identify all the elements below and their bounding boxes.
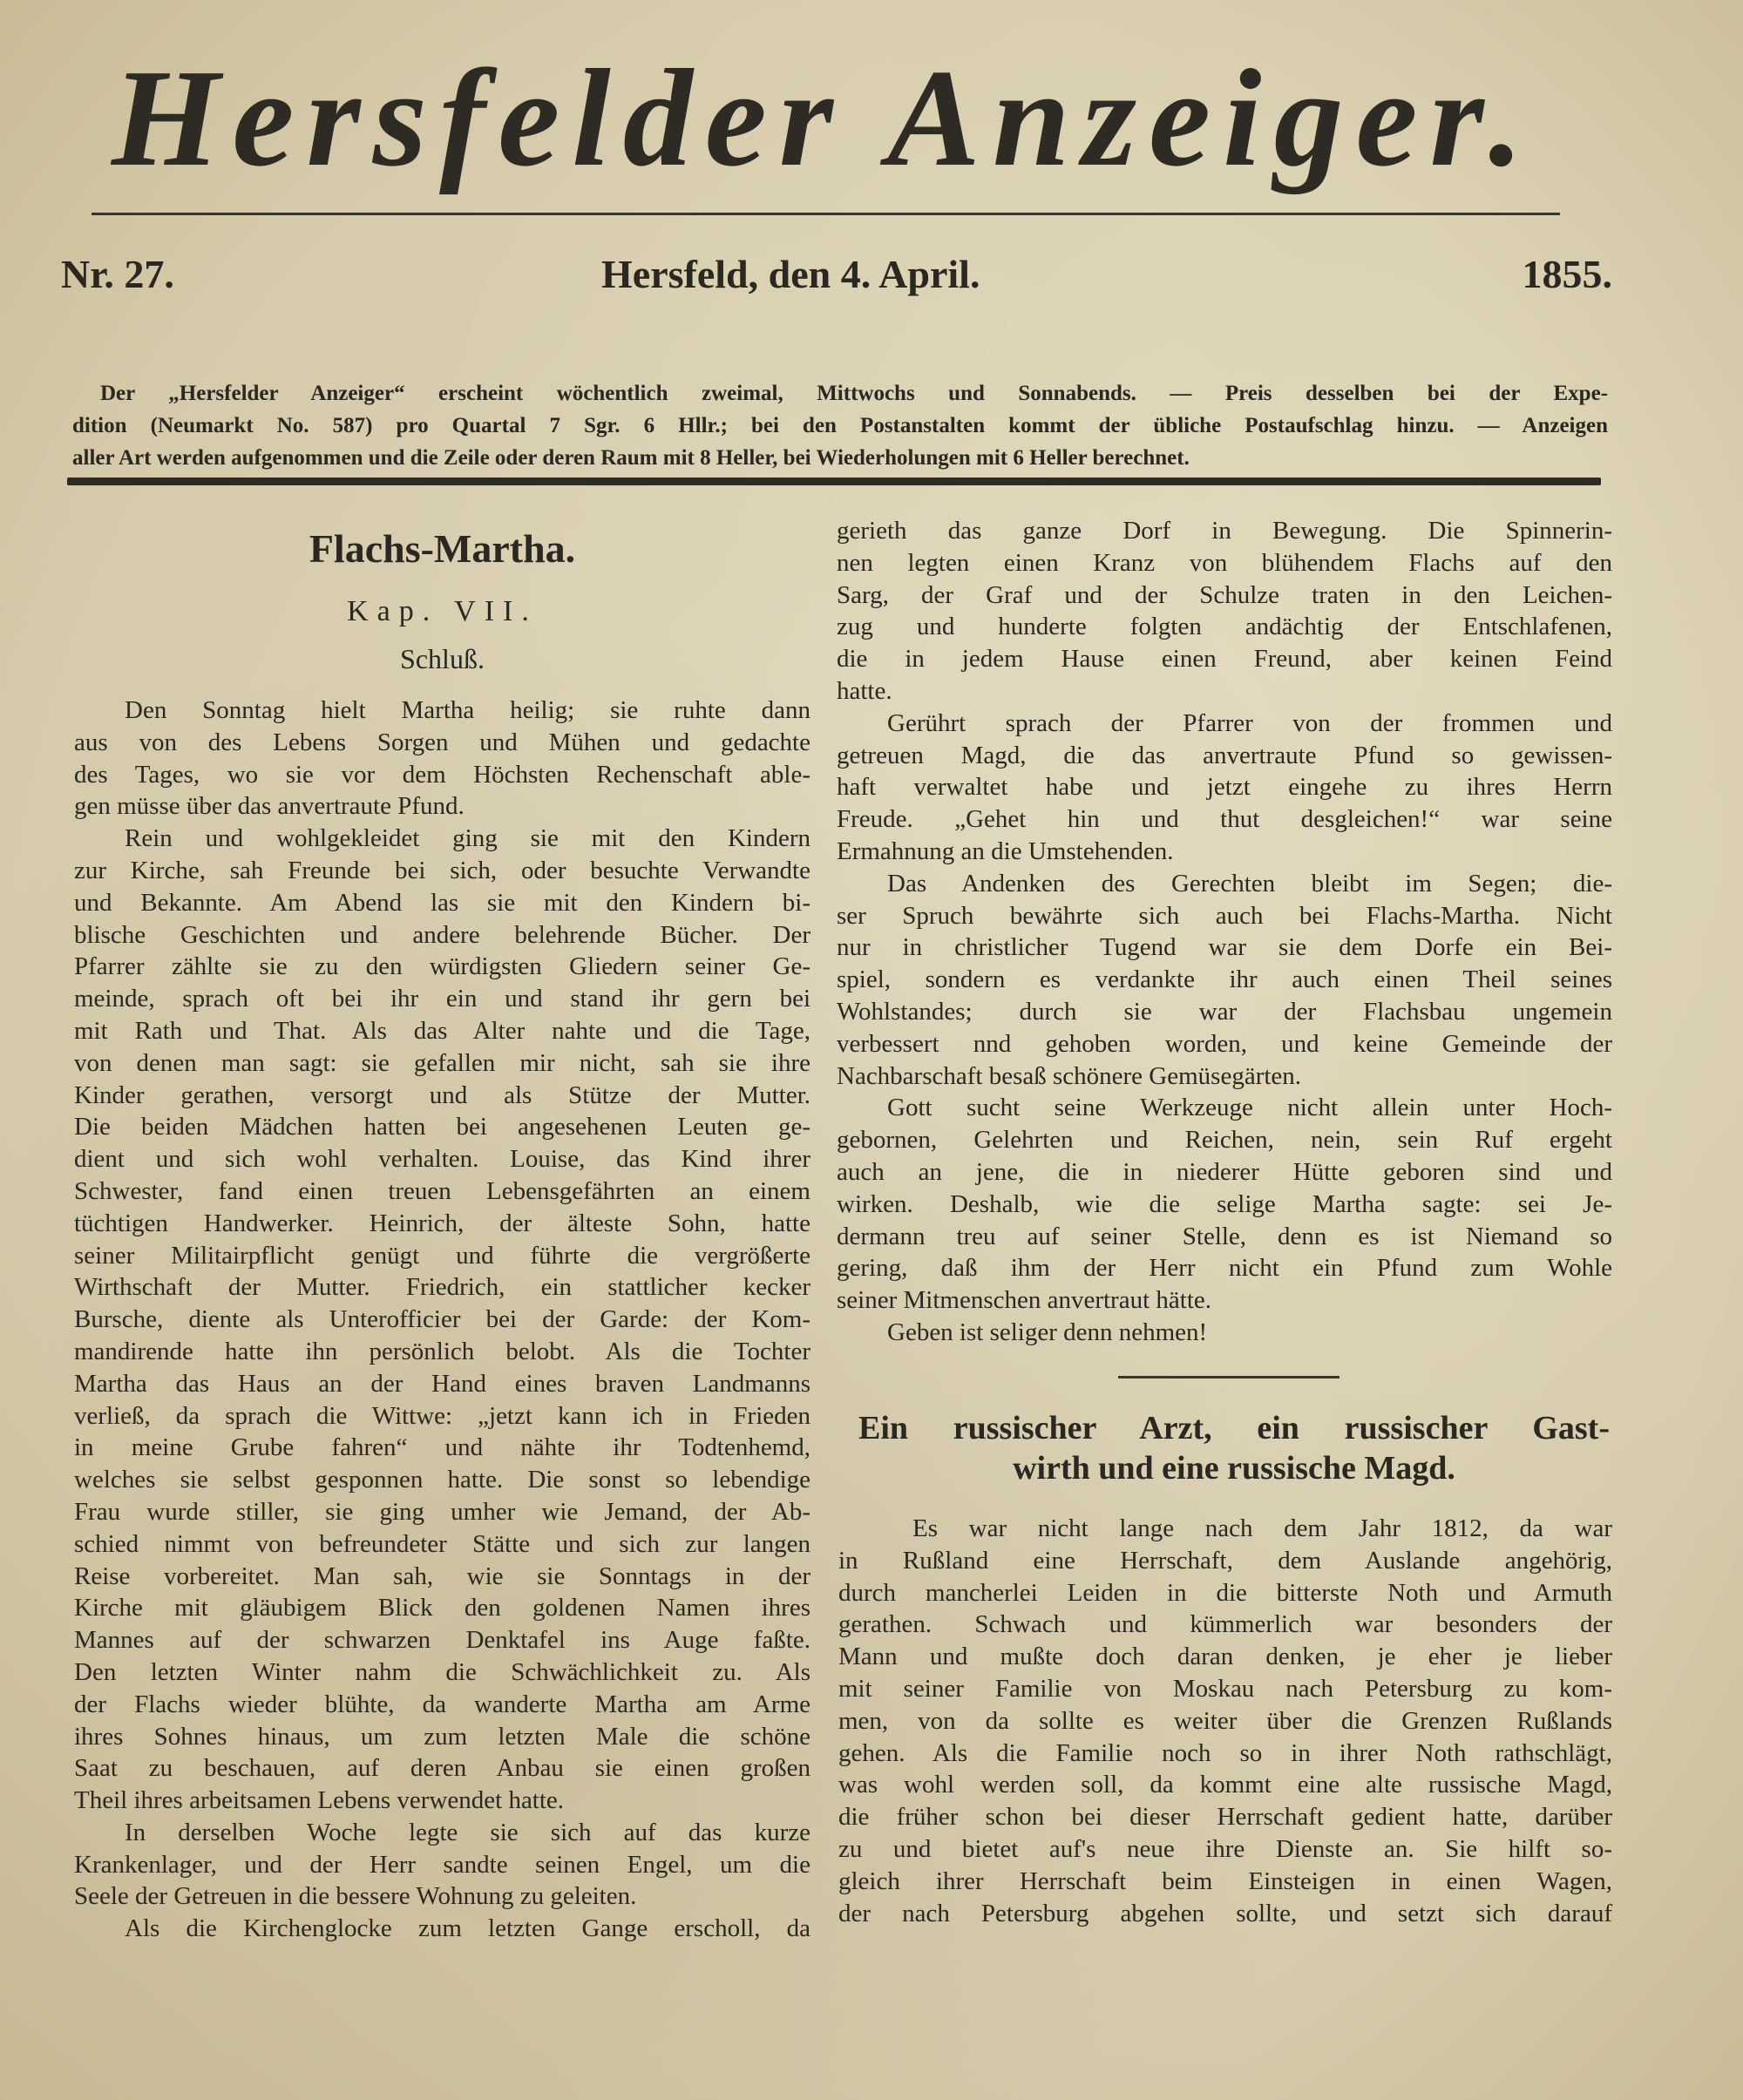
subscription-info	[72, 377, 1608, 474]
article2-title-line: Ein russischer Arzt, ein russischer Gast-	[858, 1410, 1610, 1446]
text-line: von denen man sagt: sie gefallen mir nicht, sah sie ihre	[74, 1048, 810, 1077]
text-line: verbessert nnd gehoben worden, und keine Gemeinde der	[837, 1029, 1612, 1058]
text-line: gleich ihrer Herrschaft beim Einsteigen in einen Wagen,	[838, 1866, 1612, 1895]
text-line: Gerührt sprach der Pfarrer von der frommen und	[887, 708, 1612, 737]
text-line: welches sie selbst gesponnen hatte. Die sonst so lebendige	[74, 1466, 810, 1494]
text-line: gebornen, Gelehrten und Reichen, nein, sein Ruf ergeht	[837, 1126, 1612, 1155]
text-line: seiner Militairpflicht genügt und führte die vergrößerte	[74, 1241, 810, 1270]
text-line: seiner Mitmenschen anvertraut hätte.	[837, 1286, 1212, 1315]
text-line: Seele der Getreuen in die bessere Wohnung zu geleiten.	[74, 1882, 637, 1911]
paragraph	[838, 1513, 1612, 1929]
text-line: Geben ist seliger denn nehmen!	[887, 1318, 1208, 1346]
text-line: Saat zu beschauen, auf deren Anbau sie einen großen	[74, 1754, 810, 1783]
text-line: zug und hunderte folgten andächtig der Entschlafenen,	[837, 613, 1612, 641]
issue-number: Nr. 27.	[61, 252, 174, 296]
article-title: Flachs-Martha.	[309, 526, 576, 571]
article2-title-line: wirth und eine russische Magd.	[1013, 1450, 1455, 1487]
text-line: Den Sonntag hielt Martha heilig; sie ruhte dann	[125, 696, 810, 724]
paragraph	[837, 515, 1612, 708]
article2-title	[858, 1408, 1610, 1488]
text-line: die früher schon bei dieser Herrschaft gedient hatte, darüber	[838, 1803, 1612, 1832]
text-line: meinde, sprach oft bei ihr ein und stand ihr gern bei	[74, 985, 810, 1013]
text-line: getreuen Magd, die das anvertraute Pfund so gewissen-	[837, 741, 1612, 769]
text-line: Pfarrer zählte sie zu den würdigsten Gliedern seiner Ge-	[74, 952, 810, 981]
text-line: Rein und wohlgekleidet ging sie mit den Kindern	[125, 824, 810, 853]
dateline	[61, 248, 1612, 301]
text-line: Wohlstandes; durch sie war der Flachsbau ungemein	[837, 997, 1612, 1026]
place-date: Hersfeld, den 4. April.	[601, 252, 980, 296]
text-line: gen müsse über das anvertraute Pfund.	[74, 792, 465, 821]
text-line: Nachbarschaft besaß schönere Gemüsegärten.	[837, 1061, 1302, 1090]
text-line: zu und bietet auf's neue ihre Dienste an. Sie hilft so-	[838, 1834, 1612, 1863]
paragraph	[74, 1913, 810, 1945]
text-line: verließ, da sprach die Wittwe: „jetzt kann ich in Frieden	[74, 1401, 810, 1430]
newspaper-masthead: Hersfelder Anzeiger.	[112, 40, 1536, 195]
issue-year: 1855.	[1522, 252, 1612, 296]
info-line: dition (Neumarkt No. 587) pro Quartal 7 Sgr. 6 Hllr.; bei den Postanstalten kommt der übliche Postaufschlag hinzu. — Anzeigen	[72, 414, 1608, 437]
text-line: Wirthschaft der Mutter. Friedrich, ein stattlicher kecker	[74, 1273, 810, 1302]
text-line: Ermahnung an die Umstehenden.	[837, 837, 1174, 865]
paragraph	[837, 1092, 1612, 1317]
paragraph	[74, 823, 810, 1817]
chapter-heading: Kap. VII.	[347, 595, 538, 627]
text-line: Bursche, diente als Unterofficier bei der Garde: der Kom-	[74, 1305, 810, 1334]
text-line: In derselben Woche legte sie sich auf das kurze	[125, 1818, 810, 1846]
text-line: durch mancherlei Leiden in die bitterste Noth und Armuth	[838, 1578, 1612, 1607]
info-line: aller Art werden aufgenommen und die Zeile oder deren Raum mit 8 Heller, bei Wiederholungen mit 6 Heller berechnet.	[72, 446, 1190, 470]
text-line: Schwester, fand einen treuen Lebensgefährten an einem	[74, 1176, 810, 1205]
text-line: dient und sich wohl verhalten. Louise, das Kind ihrer	[74, 1145, 810, 1174]
text-line: men, von da sollte es weiter über die Grenzen Rußlands	[838, 1706, 1612, 1735]
header-thick-rule	[67, 478, 1601, 485]
text-line: Den letzten Winter nahm die Schwächlichkeit zu. Als	[74, 1657, 810, 1686]
text-line: die in jedem Hause einen Freund, aber keinen Feind	[837, 645, 1612, 674]
text-line: Mann und mußte doch daran denken, je eher je lieber	[838, 1643, 1612, 1671]
text-line: der nach Petersburg abgehen sollte, und setzt sich darauf	[838, 1899, 1612, 1927]
text-line: ser Spruch bewährte sich auch bei Flachs-Martha. Nicht	[837, 901, 1612, 930]
text-line: Kinder gerathen, versorgt und als Stütze der Mutter.	[74, 1080, 810, 1109]
paragraph	[837, 708, 1612, 868]
text-line: Theil ihres arbeitsamen Lebens verwendet hatte.	[74, 1786, 565, 1815]
text-line: hatte.	[837, 676, 892, 705]
text-line: mit seiner Familie von Moskau nach Petersburg zu kom-	[838, 1674, 1612, 1703]
text-line: Freude. „Gehet hin und thut desgleichen!“ war seine	[837, 805, 1612, 834]
masthead-rule	[92, 213, 1560, 215]
text-line: Martha das Haus an der Hand eines braven Landmanns	[74, 1369, 810, 1398]
text-line: schied nimmt von befreundeter Stätte und sich zur langen	[74, 1529, 810, 1558]
text-line: Frau wurde stiller, sie ging umher wie Jemand, der Ab-	[74, 1497, 810, 1526]
paragraph	[837, 868, 1612, 1093]
text-line: nen legten einen Kranz von blühendem Flachs auf den	[837, 548, 1612, 577]
article-separator-rule	[1118, 1376, 1339, 1379]
article2-body	[838, 1513, 1612, 1929]
text-line: gehen. Als die Familie noch so in ihrer Noth rathschlägt,	[838, 1738, 1612, 1767]
text-line: dermann treu auf seiner Stelle, denn es ist Niemand so	[837, 1222, 1612, 1250]
article1-column-left	[74, 694, 810, 1945]
text-line: ihres Sohnes hinaus, um zum letzten Male die schöne	[74, 1722, 810, 1751]
text-line: Mannes auf der schwarzen Denktafel ins Auge faßte.	[74, 1626, 810, 1655]
article1-column-right	[837, 515, 1612, 1349]
text-line: gerathen. Schwach und kümmerlich war besonders der	[838, 1610, 1612, 1639]
text-line: und Bekannte. Am Abend las sie mit den Kindern bi-	[74, 888, 810, 917]
text-line: Kirche mit gläubigem Blick den goldenen Namen ihres	[74, 1594, 810, 1622]
text-line: gering, daß ihm der Herr nicht ein Pfund zum Wohle	[837, 1254, 1612, 1283]
text-line: in Rußland eine Herrschaft, dem Auslande angehörig,	[838, 1546, 1612, 1575]
text-line: blische Geschichten und andere belehrende Bücher. Der	[74, 920, 810, 949]
text-line: Krankenlager, und der Herr sandte seinen Engel, um die	[74, 1850, 810, 1879]
text-line: auch an jene, die in niederer Hütte geboren sind und	[837, 1157, 1612, 1186]
paragraph	[837, 1317, 1612, 1349]
text-line: haft verwaltet habe und jetzt eingehe zu ihres Herrn	[837, 773, 1612, 802]
text-line: Es war nicht lange nach dem Jahr 1812, da war	[912, 1514, 1612, 1542]
chapter-subtitle: Schluß.	[400, 643, 485, 674]
text-line: nur in christlicher Tugend war sie dem Dorfe ein Bei-	[837, 933, 1612, 962]
text-line: des Tages, wo sie vor dem Höchsten Rechenschaft able-	[74, 760, 810, 789]
paragraph	[74, 1817, 810, 1913]
text-line: aus von des Lebens Sorgen und Mühen und gedachte	[74, 728, 810, 756]
text-line: Als die Kirchenglocke zum letzten Gange erscholl, da	[125, 1914, 810, 1943]
text-line: der Flachs wieder blühte, da wanderte Martha am Arme	[74, 1690, 810, 1718]
paragraph	[74, 694, 810, 823]
text-line: wirken. Deshalb, wie die selige Martha sagte: sei Je-	[837, 1189, 1612, 1218]
text-line: was wohl werden soll, da kommt eine alte russische Magd,	[838, 1771, 1612, 1799]
info-line: Der „Hersfelder Anzeiger“ erscheint wöchentlich zweimal, Mittwochs und Sonnabends. — Preis desselben bei der Expe-	[100, 382, 1608, 405]
text-line: zur Kirche, sah Freunde bei sich, oder besuchte Verwandte	[74, 856, 810, 884]
text-line: gerieth das ganze Dorf in Bewegung. Die Spinnerin-	[837, 517, 1612, 545]
text-line: Das Andenken des Gerechten bleibt im Segen; die-	[887, 869, 1612, 898]
text-line: Gott sucht seine Werkzeuge nicht allein unter Hoch-	[887, 1094, 1612, 1122]
text-line: mit Rath und That. Als das Alter nahte und die Tage,	[74, 1016, 810, 1045]
text-line: Reise vorbereitet. Man sah, wie sie Sonntags in der	[74, 1561, 810, 1590]
text-line: tüchtigen Handwerker. Heinrich, der älteste Sohn, hatte	[74, 1209, 810, 1237]
text-line: Sarg, der Graf und der Schulze traten in den Leichen-	[837, 580, 1612, 609]
text-line: mandirende hatte ihn persönlich belobt. Als die Tochter	[74, 1337, 810, 1365]
text-line: Die beiden Mädchen hatten bei angesehenen Leuten ge-	[74, 1113, 810, 1141]
text-line: in meine Grube fahren“ und nähte ihr Todtenhemd,	[74, 1433, 810, 1462]
text-line: spiel, sondern es verdankte ihr auch einen Theil seines	[837, 965, 1612, 994]
